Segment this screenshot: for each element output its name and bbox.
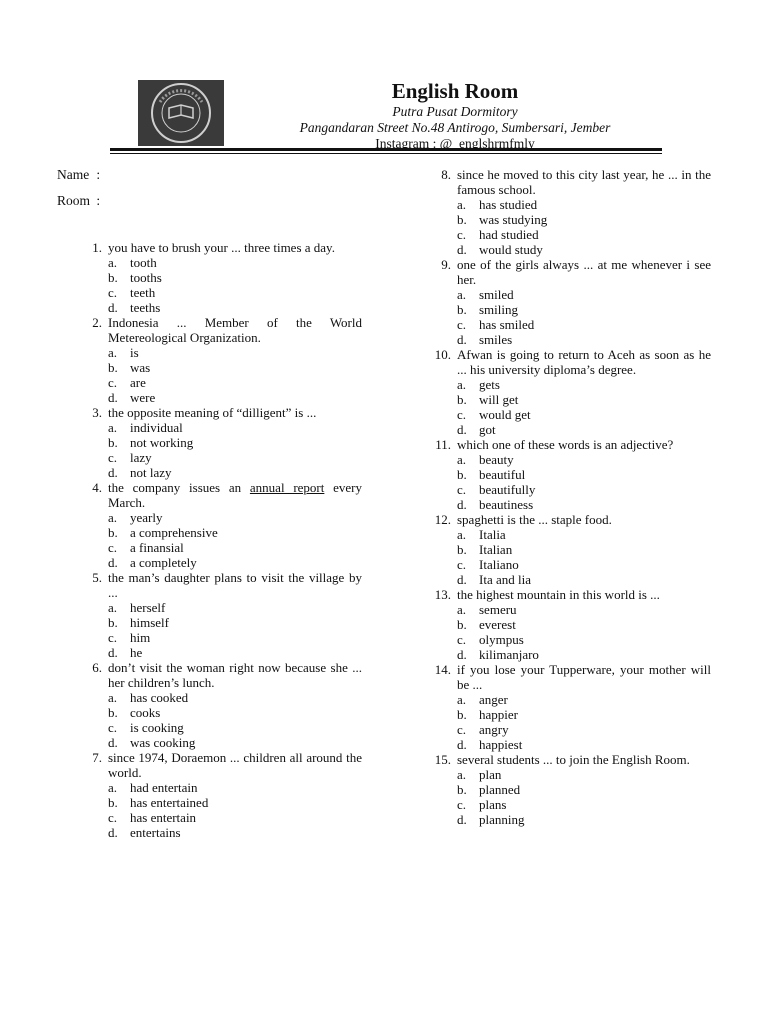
question-text: [451, 752, 711, 767]
option-letter: b.: [457, 302, 467, 317]
option-letter: d.: [457, 647, 467, 662]
document-title: English Room: [391, 79, 519, 103]
option-text: a comprehensive: [130, 525, 218, 540]
question-text: [102, 240, 362, 255]
question-item: [76, 480, 362, 570]
dormitory-name: Putra Pusat Dormitory: [392, 104, 518, 119]
answer-option[interactable]: [76, 825, 362, 840]
option-letter: d.: [457, 332, 467, 347]
option-letter: b.: [457, 467, 467, 482]
option-letter: c.: [108, 720, 118, 735]
answer-option[interactable]: [76, 690, 362, 705]
question-text-part: the opposite meaning of “dilligent” is ...: [108, 405, 317, 420]
question-number: 9.: [441, 257, 451, 272]
question-text-part: spaghetti is the ... staple food.: [457, 512, 612, 527]
option-text: are: [130, 375, 146, 390]
question-text-part: every March.: [108, 480, 362, 510]
option-letter: c.: [108, 810, 118, 825]
question-number: 11.: [435, 437, 451, 452]
question-text-part: don’t visit the woman right now because she ... her children’s lunch.: [108, 660, 362, 690]
option-text: has cooked: [130, 690, 189, 705]
option-text: has entertain: [130, 810, 197, 825]
option-text: Ita and lia: [479, 572, 531, 587]
question-text: [102, 660, 362, 690]
option-letter: b.: [108, 435, 118, 450]
answer-option[interactable]: [425, 692, 711, 707]
option-text: will get: [479, 392, 519, 407]
question-item: [425, 752, 711, 827]
answer-option[interactable]: [76, 390, 362, 405]
room-label: Room: [57, 193, 91, 208]
question-number: 4.: [92, 480, 102, 495]
answer-option[interactable]: [76, 630, 362, 645]
option-letter: c.: [108, 630, 118, 645]
question-text-part: which one of these words is an adjective?: [457, 437, 674, 452]
answer-option[interactable]: [425, 422, 711, 437]
question-text-part: you have to brush your ... three times a day.: [108, 240, 335, 255]
option-text: were: [130, 390, 156, 405]
option-text: angry: [479, 722, 509, 737]
questions-column-right: [425, 167, 711, 827]
question-item: [425, 437, 711, 512]
option-letter: a.: [457, 527, 467, 542]
option-letter: c.: [457, 482, 467, 497]
answer-option[interactable]: [425, 602, 711, 617]
option-letter: d.: [457, 812, 467, 827]
question-item: [76, 315, 362, 405]
answer-option[interactable]: [425, 452, 711, 467]
answer-option[interactable]: [425, 407, 711, 422]
answer-option[interactable]: [76, 255, 362, 270]
option-letter: c.: [457, 632, 467, 647]
answer-option[interactable]: [76, 780, 362, 795]
option-text: planned: [479, 782, 521, 797]
option-letter: d.: [457, 422, 467, 437]
answer-option[interactable]: [425, 197, 711, 212]
name-field[interactable]: [57, 167, 100, 183]
answer-option[interactable]: [425, 302, 711, 317]
option-letter: d.: [457, 737, 467, 752]
question-text-part: the highest mountain in this world is ...: [457, 587, 660, 602]
answer-option[interactable]: [76, 285, 362, 300]
option-text: beautiness: [479, 497, 534, 512]
header-divider-thin: [110, 153, 662, 154]
answer-option[interactable]: [76, 705, 362, 720]
name-label: Name: [57, 167, 90, 182]
option-letter: a.: [108, 780, 118, 795]
answer-option[interactable]: [76, 465, 362, 480]
option-letter: c.: [457, 407, 467, 422]
option-text: smiling: [479, 302, 519, 317]
answer-option[interactable]: [425, 767, 711, 782]
answer-option[interactable]: [76, 375, 362, 390]
option-text: plans: [479, 797, 507, 812]
answer-option[interactable]: [76, 450, 362, 465]
option-text: he: [130, 645, 143, 660]
room-separator: :: [96, 193, 101, 208]
option-letter: d.: [108, 390, 118, 405]
option-text: not lazy: [130, 465, 172, 480]
option-letter: a.: [457, 287, 467, 302]
option-text: Italian: [479, 542, 513, 557]
option-text: everest: [479, 617, 516, 632]
answer-option[interactable]: [76, 735, 362, 750]
option-letter: c.: [457, 797, 467, 812]
answer-option[interactable]: [76, 525, 362, 540]
option-text: gets: [479, 377, 500, 392]
option-letter: d.: [108, 300, 118, 315]
option-text: entertains: [130, 825, 181, 840]
option-text: yearly: [130, 510, 163, 525]
answer-option[interactable]: [76, 600, 362, 615]
option-text: had entertain: [130, 780, 198, 795]
book-seal-icon: [138, 80, 224, 146]
option-text: plan: [479, 767, 502, 782]
option-text: beautiful: [479, 467, 526, 482]
option-text: would study: [479, 242, 543, 257]
answer-option[interactable]: [76, 810, 362, 825]
name-separator: :: [96, 167, 101, 182]
option-letter: b.: [108, 615, 118, 630]
answer-option[interactable]: [425, 467, 711, 482]
option-text: smiled: [479, 287, 514, 302]
option-text: individual: [130, 420, 183, 435]
answer-option[interactable]: [425, 617, 711, 632]
question-text-part: the company issues an: [108, 480, 250, 495]
option-text: has studied: [479, 197, 538, 212]
option-text: smiles: [479, 332, 513, 347]
option-letter: a.: [108, 600, 118, 615]
option-text: kilimanjaro: [479, 647, 539, 662]
question-item: [425, 587, 711, 662]
answer-option[interactable]: [425, 647, 711, 662]
question-item: [76, 570, 362, 660]
answer-option[interactable]: [425, 317, 711, 332]
answer-option[interactable]: [76, 420, 362, 435]
english-room-logo: [138, 80, 224, 146]
option-text: himself: [130, 615, 169, 630]
answer-option[interactable]: [76, 270, 362, 285]
option-text: got: [479, 422, 496, 437]
option-text: beautifully: [479, 482, 536, 497]
answer-option[interactable]: [76, 555, 362, 570]
question-text: [102, 405, 362, 420]
document-header: [250, 78, 660, 152]
question-text-part: Afwan is going to return to Aceh as soon as he ... his university diploma’s degree.: [457, 347, 711, 377]
answer-option[interactable]: [425, 482, 711, 497]
option-text: him: [130, 630, 151, 645]
option-letter: c.: [457, 722, 467, 737]
option-text: a completely: [130, 555, 197, 570]
option-text: semeru: [479, 602, 517, 617]
option-letter: b.: [457, 542, 467, 557]
question-item: [76, 405, 362, 480]
option-text: was cooking: [130, 735, 196, 750]
question-text: [451, 257, 711, 287]
answer-option[interactable]: [425, 227, 711, 242]
option-letter: d.: [108, 825, 118, 840]
answer-option[interactable]: [76, 360, 362, 375]
option-letter: c.: [108, 540, 118, 555]
question-number: 1.: [92, 240, 102, 255]
option-letter: a.: [457, 692, 467, 707]
option-text: herself: [130, 600, 166, 615]
question-text-part: since 1974, Doraemon ... children all around the world.: [108, 750, 362, 780]
option-text: had studied: [479, 227, 539, 242]
question-text: [102, 315, 362, 345]
option-text: tooths: [130, 270, 162, 285]
option-text: olympus: [479, 632, 524, 647]
question-item: [76, 750, 362, 840]
answer-option[interactable]: [425, 572, 711, 587]
option-letter: b.: [457, 707, 467, 722]
option-letter: d.: [457, 572, 467, 587]
answer-option[interactable]: [76, 795, 362, 810]
question-text: [451, 512, 711, 527]
instagram-handle: Instagram : @_englshrmfmly: [375, 136, 535, 151]
question-text: [451, 347, 711, 377]
questions-column-left: [76, 240, 362, 840]
option-letter: b.: [108, 705, 118, 720]
option-letter: a.: [108, 420, 118, 435]
option-text: anger: [479, 692, 508, 707]
option-letter: c.: [108, 285, 118, 300]
option-letter: d.: [108, 735, 118, 750]
option-text: planning: [479, 812, 525, 827]
question-item: [425, 347, 711, 437]
underlined-phrase: annual report: [249, 480, 325, 495]
question-text-part: the man’s daughter plans to visit the village by ...: [108, 570, 362, 600]
option-letter: a.: [457, 767, 467, 782]
option-letter: b.: [108, 360, 118, 375]
option-letter: a.: [457, 452, 467, 467]
question-number: 13.: [434, 587, 451, 602]
question-number: 3.: [92, 405, 102, 420]
option-letter: d.: [457, 497, 467, 512]
question-number: 7.: [92, 750, 102, 765]
option-letter: b.: [457, 782, 467, 797]
answer-option[interactable]: [425, 812, 711, 827]
answer-option[interactable]: [76, 615, 362, 630]
option-text: was studying: [479, 212, 548, 227]
answer-option[interactable]: [76, 540, 362, 555]
option-letter: b.: [457, 212, 467, 227]
option-letter: b.: [457, 392, 467, 407]
answer-option[interactable]: [425, 722, 711, 737]
question-item: [76, 240, 362, 315]
option-text: Italia: [479, 527, 506, 542]
answer-option[interactable]: [76, 345, 362, 360]
answer-option[interactable]: [425, 287, 711, 302]
option-letter: a.: [108, 510, 118, 525]
question-text-part: Indonesia ... Member of the World Metereological Organization.: [108, 315, 362, 345]
option-text: happier: [479, 707, 518, 722]
answer-option[interactable]: [425, 632, 711, 647]
question-number: 14.: [434, 662, 451, 677]
question-item: [425, 662, 711, 752]
answer-option[interactable]: [425, 497, 711, 512]
option-letter: a.: [457, 197, 467, 212]
question-text: [451, 662, 711, 692]
answer-option[interactable]: [425, 557, 711, 572]
answer-option[interactable]: [425, 377, 711, 392]
option-letter: b.: [108, 525, 118, 540]
question-number: 5.: [92, 570, 102, 585]
option-letter: d.: [457, 242, 467, 257]
answer-option[interactable]: [425, 542, 711, 557]
answer-option[interactable]: [76, 645, 362, 660]
question-text-part: if you lose your Tupperware, your mother will be ...: [457, 662, 711, 692]
question-text: [102, 570, 362, 600]
option-letter: d.: [108, 555, 118, 570]
option-letter: c.: [108, 375, 118, 390]
question-text: [102, 750, 362, 780]
answer-option[interactable]: [425, 332, 711, 347]
answer-option[interactable]: [425, 797, 711, 812]
question-text: [451, 587, 711, 602]
question-item: [425, 257, 711, 347]
answer-option[interactable]: [76, 720, 362, 735]
option-text: is cooking: [130, 720, 184, 735]
option-text: not working: [130, 435, 194, 450]
option-letter: b.: [108, 795, 118, 810]
option-letter: d.: [108, 645, 118, 660]
answer-option[interactable]: [425, 782, 711, 797]
question-item: [425, 167, 711, 257]
option-text: beauty: [479, 452, 514, 467]
question-item: [425, 512, 711, 587]
answer-option[interactable]: [76, 435, 362, 450]
question-number: 12.: [434, 512, 451, 527]
question-number: 15.: [434, 752, 451, 767]
address-line: Pangandaran Street No.48 Antirogo, Sumbersari, Jember: [299, 120, 611, 135]
question-text-part: one of the girls always ... at me whenever i see her.: [457, 257, 711, 287]
option-text: has smiled: [479, 317, 535, 332]
option-text: a finansial: [130, 540, 184, 555]
option-letter: a.: [457, 377, 467, 392]
answer-option[interactable]: [425, 737, 711, 752]
question-text-part: since he moved to this city last year, he ... in the famous school.: [457, 167, 711, 197]
option-text: teeths: [130, 300, 161, 315]
question-text: [451, 437, 711, 452]
question-number: 6.: [92, 660, 102, 675]
option-letter: a.: [108, 690, 118, 705]
option-letter: a.: [457, 602, 467, 617]
option-text: has entertained: [130, 795, 209, 810]
answer-option[interactable]: [425, 212, 711, 227]
option-text: happiest: [479, 737, 523, 752]
option-letter: c.: [457, 557, 467, 572]
question-number: 8.: [441, 167, 451, 182]
option-text: was: [130, 360, 151, 375]
option-letter: a.: [108, 345, 118, 360]
header-divider-thick: [110, 148, 662, 151]
option-letter: c.: [457, 227, 467, 242]
answer-option[interactable]: [425, 242, 711, 257]
option-text: tooth: [130, 255, 157, 270]
question-text: [451, 167, 711, 197]
answer-option[interactable]: [425, 392, 711, 407]
option-letter: b.: [457, 617, 467, 632]
question-item: [76, 660, 362, 750]
option-letter: c.: [108, 450, 118, 465]
room-field[interactable]: [57, 193, 100, 209]
question-number: 2.: [92, 315, 102, 330]
question-text: [102, 480, 362, 510]
answer-option[interactable]: [425, 707, 711, 722]
option-text: is: [130, 345, 139, 360]
question-number: 10.: [434, 347, 451, 362]
option-text: teeth: [130, 285, 156, 300]
answer-option[interactable]: [76, 300, 362, 315]
option-text: lazy: [130, 450, 152, 465]
option-text: would get: [479, 407, 531, 422]
option-text: Italiano: [479, 557, 519, 572]
question-text-part: several students ... to join the English Room.: [457, 752, 690, 767]
answer-option[interactable]: [425, 527, 711, 542]
option-letter: b.: [108, 270, 118, 285]
option-letter: a.: [108, 255, 118, 270]
option-letter: c.: [457, 317, 467, 332]
option-letter: d.: [108, 465, 118, 480]
answer-option[interactable]: [76, 510, 362, 525]
option-text: cooks: [130, 705, 161, 720]
